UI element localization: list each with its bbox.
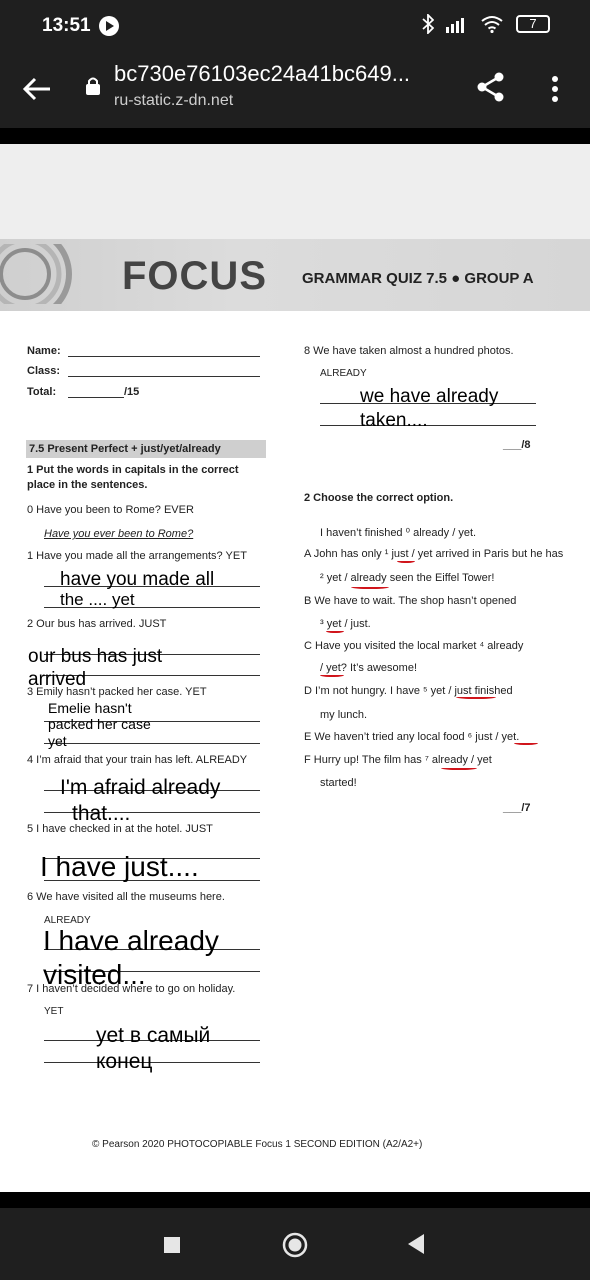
more-options-icon[interactable] xyxy=(544,72,566,106)
item-4: 4 I’m afraid that your train has left. ALREADY xyxy=(27,754,248,766)
class-line xyxy=(68,376,260,377)
task2-F2: started! xyxy=(320,777,357,789)
score-7: ___/7 xyxy=(503,802,531,814)
item-0: 0 Have you been to Rome? EVER xyxy=(27,504,194,516)
page-host[interactable]: ru-static.z-dn.net xyxy=(114,92,234,109)
nav-back-icon[interactable] xyxy=(408,1234,424,1254)
signal-icon xyxy=(446,15,468,33)
task1-title-1: 1 Put the words in capitals in the correct xyxy=(27,464,239,476)
red-underline xyxy=(456,694,496,699)
handwriting-5: I have just.... xyxy=(40,851,199,882)
wifi-icon xyxy=(480,15,504,33)
red-underline xyxy=(351,584,389,589)
footer: © Pearson 2020 PHOTOCOPIABLE Focus 1 SECOND EDITION (A2/A2+) xyxy=(92,1139,423,1150)
name-label: Name: xyxy=(27,345,61,357)
task2-B2: ³ yet / just. xyxy=(320,618,371,630)
handwriting-2b: arrived xyxy=(28,669,87,690)
divider xyxy=(0,1192,590,1208)
share-icon[interactable] xyxy=(474,70,508,104)
page-url-title[interactable]: bc730e76103ec24a41bc649... xyxy=(114,61,411,86)
system-nav-bar xyxy=(0,1208,590,1280)
worksheet-image[interactable] xyxy=(0,144,590,1192)
battery-icon: 7 xyxy=(516,15,550,33)
item-8: 8 We have taken almost a hundred photos. xyxy=(304,345,514,357)
red-underline xyxy=(514,740,538,745)
red-underline xyxy=(397,558,415,563)
answer-line xyxy=(44,743,260,744)
item-7-capital: YET xyxy=(44,1006,64,1017)
item-8-capital: ALREADY xyxy=(320,368,367,379)
task2-F1: F Hurry up! The film has ⁷ already / yet xyxy=(304,754,492,766)
task1-title-2: place in the sentences. xyxy=(27,479,148,491)
media-play-icon xyxy=(99,16,119,36)
handwriting-1a: have you made all xyxy=(60,569,215,590)
task2-example: I haven’t finished ⁰ already / yet. xyxy=(320,527,477,539)
handwriting-3a: Emelie hasn't xyxy=(48,700,132,716)
handwriting-2a: our bus has just xyxy=(28,646,163,667)
class-label: Class: xyxy=(27,365,61,377)
item-6: 6 We have visited all the museums here. xyxy=(27,891,225,903)
item-2: 2 Our bus has arrived. JUST xyxy=(27,618,167,630)
focus-logo-swirl xyxy=(0,244,120,304)
item-6-capital: ALREADY xyxy=(44,915,91,926)
handwriting-3c: yet xyxy=(48,733,67,749)
task2-C2: / yet? It’s awesome! xyxy=(320,662,418,674)
back-arrow-icon[interactable] xyxy=(20,72,54,106)
top-margin xyxy=(0,144,590,239)
task2-title: 2 Choose the correct option. xyxy=(304,492,454,504)
handwriting-7b: конец xyxy=(96,1050,153,1073)
total-score: /15 xyxy=(124,386,140,398)
handwriting-6a: I have already xyxy=(43,925,219,956)
section-title: 7.5 Present Perfect + just/yet/already xyxy=(29,443,221,455)
handwriting-8a: we have already xyxy=(360,386,499,407)
answer-line xyxy=(320,425,536,426)
quiz-title: GRAMMAR QUIZ 7.5 ● GROUP A xyxy=(302,270,534,287)
divider xyxy=(0,128,590,144)
task2-A1: A John has only ¹ just / yet arrived in Paris but he has xyxy=(304,548,564,560)
task2-B1: B We have to wait. The shop hasn’t opened xyxy=(304,595,517,607)
item-0-answer: Have you ever been to Rome? xyxy=(44,528,194,540)
clock: 13:51 xyxy=(42,15,91,36)
red-underline xyxy=(320,672,344,677)
total-label: Total: xyxy=(27,386,57,398)
browser-toolbar xyxy=(0,52,590,128)
red-underline xyxy=(326,628,344,633)
handwriting-8b: taken.... xyxy=(360,410,428,431)
item-1: 1 Have you made all the arrangements? YET xyxy=(27,550,247,562)
system-icons xyxy=(422,14,550,34)
handwriting-4b: that.... xyxy=(72,802,131,825)
handwriting-7a: yet в самый xyxy=(96,1024,211,1047)
item-5: 5 I have checked in at the hotel. JUST xyxy=(27,823,213,835)
item-7: 7 I haven’t decided where to go on holiday. xyxy=(27,983,236,995)
lock-icon xyxy=(85,76,101,96)
score-8: ___/8 xyxy=(503,439,531,451)
task2-C1: C Have you visited the local market ⁴ already xyxy=(304,640,524,652)
item-3: 3 Emily hasn’t packed her case. YET xyxy=(27,686,207,698)
task2-A2: ² yet / already seen the Eiffel Tower! xyxy=(320,572,495,584)
focus-logo: FOCUS xyxy=(122,254,267,298)
name-line xyxy=(68,356,260,357)
recents-icon[interactable] xyxy=(164,1237,180,1253)
task2-D1: D I’m not hungry. I have ⁵ yet / just finished xyxy=(304,685,513,697)
handwriting-3b: packed her case xyxy=(48,716,151,732)
handwriting-4a: I'm afraid already xyxy=(60,776,221,799)
status-bar xyxy=(0,0,590,52)
handwriting-6b: visited... xyxy=(43,959,146,990)
bluetooth-icon xyxy=(422,14,434,34)
task2-D2: my lunch. xyxy=(320,709,368,721)
home-icon[interactable] xyxy=(282,1232,308,1258)
total-line xyxy=(68,397,124,398)
task2-E: E We haven’t tried any local food ⁶ just / yet. xyxy=(304,731,520,743)
handwriting-1b: the .... yet xyxy=(60,590,135,609)
red-underline xyxy=(441,765,477,770)
